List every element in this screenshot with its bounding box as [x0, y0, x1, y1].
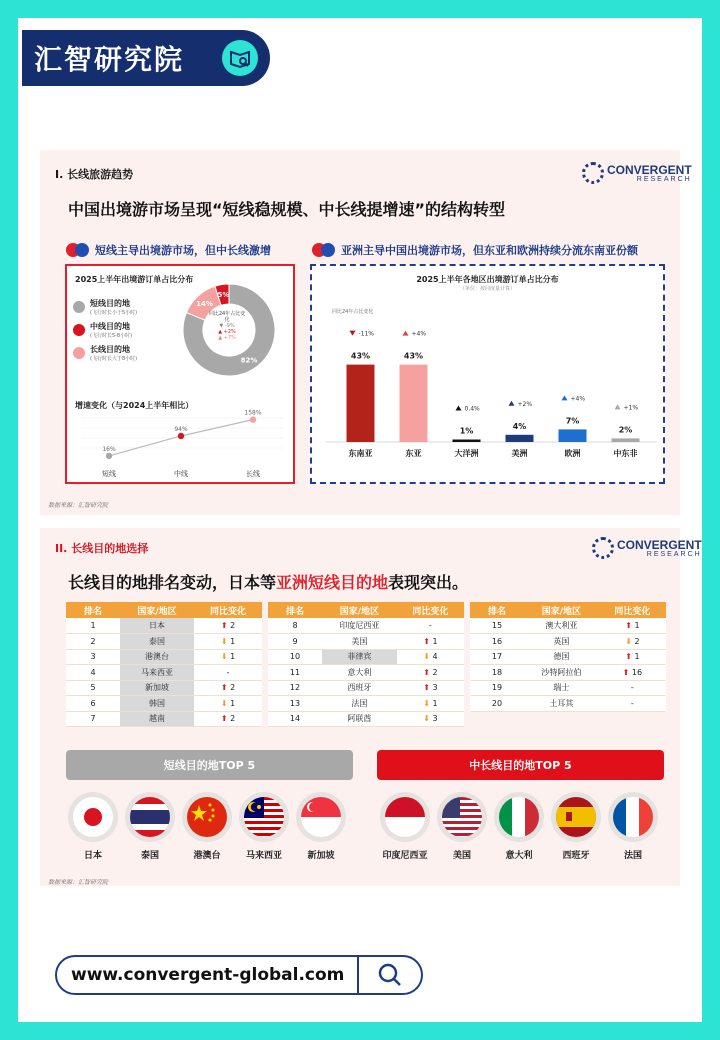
- arrow-down-icon: ⬇: [220, 652, 231, 662]
- bar-change-label: +4%: [570, 395, 586, 403]
- table-row: [470, 696, 666, 712]
- arrow-up-icon: ⬆: [423, 667, 433, 677]
- table-header: 国家/地区: [322, 602, 397, 618]
- change-cell: [194, 618, 262, 634]
- arrow-up-icon: ⬆: [423, 683, 433, 693]
- change-value: 2: [230, 621, 236, 630]
- section2-headline: [68, 570, 468, 593]
- logo-line2: RESEARCH: [636, 175, 692, 183]
- change-cell: [397, 696, 464, 712]
- table-row: [268, 680, 464, 696]
- change-cell: [397, 618, 464, 634]
- flag-spain-icon: [551, 792, 601, 842]
- growth-value-label: 94%: [174, 425, 188, 433]
- center-change-3-text: +7%: [223, 335, 236, 341]
- up-triangle-icon: [562, 395, 568, 400]
- bar-change-label: +4%: [411, 330, 427, 338]
- country-cell: 印度尼西亚: [322, 618, 397, 634]
- top5-long-3: 意大利: [505, 851, 533, 861]
- rank-cell: 13: [268, 696, 322, 712]
- bar-category-label: 东南亚: [348, 449, 373, 458]
- table-row: [66, 680, 262, 696]
- bar-chart-subtitle: （单位：按同度量计算）: [459, 286, 515, 292]
- change-cell: [599, 634, 666, 650]
- rank-cell: 17: [470, 649, 524, 665]
- source-note-2: 数据来源：汇智研究院: [48, 879, 109, 886]
- change-value: 2: [230, 683, 236, 693]
- logo-mark-icon: [582, 162, 604, 184]
- change-cell: [397, 634, 464, 650]
- table-row: [66, 711, 262, 727]
- change-value: -: [630, 683, 634, 693]
- table-row: [268, 665, 464, 681]
- country-cell: 瑞士: [524, 680, 599, 696]
- section1-label: I. 长线旅游趋势: [55, 168, 134, 181]
- bar-change-note: 同比24年占比变化: [332, 309, 374, 315]
- top5-long-2: 美国: [452, 851, 471, 861]
- top5-short-5: 新加坡: [307, 851, 335, 861]
- website-url[interactable]: www.convergent-global.com: [71, 965, 345, 985]
- change-value: 2: [634, 636, 640, 646]
- up-triangle-icon: [403, 331, 409, 336]
- top5-short-banner: 短线目的地TOP 5: [66, 750, 353, 780]
- country-cell: 阿联酋: [322, 711, 397, 727]
- change-cell: [397, 711, 464, 727]
- logo-line2: RESEARCH: [646, 550, 702, 558]
- bar-chart-title: 2025上半年各地区出境游订单占比分布: [416, 275, 559, 284]
- legend-mid: [73, 323, 132, 339]
- right-subtitle: [312, 242, 638, 258]
- bar-value-label: 43%: [350, 351, 371, 361]
- bar: [347, 365, 375, 442]
- center-change-2-text: +2%: [223, 329, 236, 335]
- top5-long-banner: 中长线目的地TOP 5: [377, 750, 664, 780]
- arrow-up-icon: ⬆: [423, 636, 433, 646]
- source-note-1: 数据来源：汇智研究院: [48, 502, 109, 509]
- table-row: [66, 618, 262, 634]
- down-triangle-icon: [350, 331, 356, 336]
- country-cell: 韩国: [120, 696, 194, 712]
- flag-singapore-icon: [296, 792, 346, 842]
- country-cell: 沙特阿拉伯: [524, 665, 599, 681]
- search-button[interactable]: [357, 957, 421, 993]
- country-cell: 英国: [524, 634, 599, 650]
- change-cell: [194, 634, 262, 650]
- left-subtitle-text: 短线主导出境游市场，但中长线激增: [95, 244, 271, 257]
- country-cell: 越南: [120, 711, 194, 727]
- flag-italy-icon: [494, 792, 544, 842]
- ranking-table-2: [268, 602, 464, 727]
- rank-cell: 18: [470, 665, 524, 681]
- top5-short-4: 马来西亚: [245, 851, 282, 861]
- flag-japan-icon: [68, 792, 118, 842]
- donut-slice-label: 14%: [196, 300, 213, 309]
- growth-chart: [73, 408, 289, 480]
- legend-long-desc: (飞行时长大于8小时): [90, 355, 138, 362]
- rank-cell: 1: [66, 618, 120, 634]
- change-cell: [397, 649, 464, 665]
- bar: [506, 435, 534, 442]
- arrow-down-icon: ⬇: [423, 714, 433, 724]
- arrow-down-icon: ⬇: [423, 698, 433, 708]
- growth-point: [178, 433, 184, 439]
- rank-cell: 20: [470, 696, 524, 712]
- bar-value-label: 43%: [403, 351, 424, 361]
- table-row: [470, 680, 666, 696]
- flag-usa-icon: [437, 792, 487, 842]
- headline-pre: 长线目的地排名变动，日本等: [68, 573, 277, 592]
- growth-point: [250, 416, 256, 422]
- change-value: 1: [230, 652, 236, 662]
- legend-swatch: [73, 301, 85, 313]
- bar-change-label: -11%: [358, 330, 375, 338]
- table-header: 排名: [470, 602, 524, 618]
- country-cell: 澳大利亚: [524, 618, 599, 634]
- legend-long: [73, 346, 137, 362]
- change-value: 3: [432, 714, 438, 724]
- change-value: -: [428, 621, 432, 630]
- bar-category-label: 中东非: [613, 449, 638, 458]
- growth-title: 增速变化（与2024上半年相比）: [75, 401, 194, 410]
- table-row: [66, 649, 262, 665]
- convergent-logo: [582, 162, 692, 184]
- donut-center: [207, 311, 247, 341]
- table-row: [268, 696, 464, 712]
- dots-icon: [312, 243, 335, 257]
- rank-cell: 4: [66, 665, 120, 681]
- left-subtitle: [66, 242, 271, 258]
- change-value: 3: [432, 683, 438, 693]
- table-row: [470, 618, 666, 634]
- bar-category-label: 东亚: [405, 449, 422, 458]
- arrow-down-icon: ⬇: [423, 652, 433, 662]
- arrow-down-icon: ⬇: [220, 636, 231, 646]
- change-value: 1: [230, 698, 236, 708]
- arrow-up-icon: ⬆: [625, 621, 635, 630]
- table-header: 同比变化: [194, 602, 262, 618]
- center-change-3: ▲ +7%: [218, 335, 236, 341]
- change-value: 16: [631, 667, 643, 677]
- logo-line1: CONVERGENT: [617, 537, 702, 552]
- country-cell: 新加坡: [120, 680, 194, 696]
- up-triangle-icon: [456, 406, 462, 411]
- table-row: [66, 696, 262, 712]
- legend-swatch: [73, 347, 85, 359]
- arrow-down-icon: ⬇: [625, 636, 635, 646]
- bar: [453, 440, 481, 443]
- top5-short-1: 日本: [83, 851, 102, 861]
- donut-panel: [65, 264, 295, 484]
- rank-cell: 14: [268, 711, 322, 727]
- top5-short-2: 泰国: [140, 851, 159, 861]
- up-triangle-icon: [509, 401, 515, 406]
- bar: [612, 438, 640, 442]
- change-cell: [599, 665, 666, 681]
- arrow-up-icon: ⬆: [220, 683, 231, 693]
- rank-cell: 19: [470, 680, 524, 696]
- table-header: 同比变化: [599, 602, 666, 618]
- flag-china-icon: [182, 792, 232, 842]
- section2-label: II. 长线目的地选择: [55, 542, 149, 555]
- rank-cell: 2: [66, 634, 120, 650]
- change-value: 2: [230, 714, 236, 724]
- bar-value-label: 2%: [618, 425, 633, 435]
- change-value: 1: [230, 636, 236, 646]
- section1-headline: 中国出境游市场呈现“短线稳规模、中长线提增速”的结构转型: [68, 200, 506, 219]
- change-cell: [397, 680, 464, 696]
- country-cell: 泰国: [120, 634, 194, 650]
- table-header: 排名: [268, 602, 322, 618]
- change-cell: [194, 696, 262, 712]
- rank-cell: 6: [66, 696, 120, 712]
- change-value: 1: [634, 621, 640, 630]
- bar-category-label: 欧洲: [564, 449, 581, 458]
- search-icon: [377, 962, 403, 988]
- donut-title: 2025上半年出境游订单占比分布: [75, 275, 194, 284]
- legend-swatch: [73, 324, 85, 336]
- table-header: 排名: [66, 602, 120, 618]
- change-cell: [599, 696, 666, 712]
- flag-indonesia-icon: [380, 792, 430, 842]
- legend-short-desc: (飞行时长小于5小时): [90, 309, 138, 316]
- table-row: [470, 634, 666, 650]
- rank-cell: 3: [66, 649, 120, 665]
- change-cell: [194, 680, 262, 696]
- table-row: [470, 649, 666, 665]
- donut-center-note: 同比24年占比变化: [208, 311, 246, 323]
- table-row: [268, 618, 464, 634]
- change-cell: [194, 665, 262, 681]
- change-cell: [194, 711, 262, 727]
- table-row: [268, 649, 464, 665]
- change-cell: [599, 618, 666, 634]
- table-row: [268, 634, 464, 650]
- change-cell: [397, 665, 464, 681]
- bar-category-label: 大洋洲: [454, 449, 479, 458]
- top5-long-1: 印度尼西亚: [382, 851, 428, 861]
- url-search-bar[interactable]: [55, 955, 423, 995]
- top5-long-5: 法国: [623, 851, 642, 861]
- region-bar-chart: [312, 310, 663, 482]
- ranking-table-1: [66, 602, 262, 727]
- country-cell: 菲律宾: [322, 649, 397, 665]
- donut-slice-label: 82%: [240, 356, 258, 365]
- rank-cell: 9: [268, 634, 322, 650]
- dots-icon: [66, 243, 89, 257]
- bar-value-label: 1%: [459, 426, 474, 436]
- table-row: [470, 665, 666, 681]
- rank-cell: 15: [470, 618, 524, 634]
- table-header: 国家/地区: [524, 602, 599, 618]
- rank-cell: 5: [66, 680, 120, 696]
- rank-cell: 10: [268, 649, 322, 665]
- right-subtitle-text: 亚洲主导中国出境游市场，但东亚和欧洲持续分流东南亚份额: [341, 244, 638, 257]
- center-change-1-text: -9%: [224, 323, 235, 329]
- arrow-up-icon: ⬆: [625, 652, 635, 662]
- headline-emphasis: 亚洲短线目的地: [276, 573, 389, 592]
- logo-mark-icon: [592, 537, 614, 559]
- growth-category-label: 长线: [246, 470, 260, 478]
- legend-short-name: 短线目的地: [90, 299, 130, 308]
- bar: [559, 429, 587, 442]
- table-row: [66, 665, 262, 681]
- bar-change-label: +2%: [517, 400, 533, 408]
- change-value: -: [226, 667, 230, 677]
- country-cell: 日本: [120, 618, 194, 634]
- convergent-logo-2: [592, 537, 702, 559]
- arrow-up-icon: ⬆: [220, 621, 231, 630]
- growth-point: [106, 453, 112, 459]
- arrow-down-icon: ⬇: [220, 698, 231, 708]
- country-cell: 美国: [322, 634, 397, 650]
- center-change-2: ▲ +2%: [218, 329, 236, 335]
- bar-change-label: +1%: [623, 404, 639, 412]
- headline-post: 表现突出。: [388, 573, 469, 592]
- rank-cell: 12: [268, 680, 322, 696]
- top5-short-3: 港澳台: [193, 851, 221, 861]
- growth-value-label: 16%: [102, 445, 116, 453]
- rank-cell: 11: [268, 665, 322, 681]
- country-cell: 港澳台: [120, 649, 194, 665]
- change-value: 1: [432, 636, 438, 646]
- change-value: -: [630, 698, 634, 708]
- bar-value-label: 7%: [565, 416, 580, 426]
- country-cell: 土耳其: [524, 696, 599, 712]
- change-cell: [599, 649, 666, 665]
- bar-category-label: 美洲: [511, 449, 528, 458]
- flag-france-icon: [608, 792, 658, 842]
- table-row: [268, 711, 464, 727]
- rank-cell: 7: [66, 711, 120, 727]
- table-row: [66, 634, 262, 650]
- table-header: 国家/地区: [120, 602, 194, 618]
- ranking-table-3: [470, 602, 666, 712]
- growth-category-label: 中线: [174, 470, 188, 478]
- brand-banner: [22, 30, 270, 86]
- country-cell: 马来西亚: [120, 665, 194, 681]
- arrow-up-icon: ⬆: [220, 714, 231, 724]
- table-header: 同比变化: [397, 602, 464, 618]
- rank-cell: 8: [268, 618, 322, 634]
- country-cell: 西班牙: [322, 680, 397, 696]
- change-value: 2: [432, 667, 438, 677]
- change-value: 4: [432, 652, 438, 662]
- country-cell: 法国: [322, 696, 397, 712]
- bar-value-label: 4%: [512, 421, 527, 431]
- growth-value-label: 158%: [244, 409, 262, 417]
- logo-line1: CONVERGENT: [607, 162, 692, 177]
- country-cell: 德国: [524, 649, 599, 665]
- center-change-1: ▼ -9%: [219, 323, 235, 329]
- bar-change-label: 0.4%: [464, 405, 480, 413]
- book-search-icon: [222, 40, 258, 76]
- up-triangle-icon: [615, 404, 621, 409]
- change-value: 1: [432, 698, 438, 708]
- legend-short: [73, 300, 137, 316]
- brand-name: 汇智研究院: [34, 43, 185, 76]
- change-value: 1: [634, 652, 640, 662]
- region-panel: [310, 264, 665, 484]
- growth-category-label: 短线: [102, 470, 116, 478]
- flag-thailand-icon: [125, 792, 175, 842]
- change-cell: [599, 680, 666, 696]
- country-cell: 意大利: [322, 665, 397, 681]
- change-cell: [194, 649, 262, 665]
- legend-mid-desc: (飞行时长5-8小时): [90, 332, 133, 339]
- top5-long-4: 西班牙: [562, 851, 590, 861]
- legend-mid-name: 中线目的地: [90, 322, 130, 331]
- arrow-up-icon: ⬆: [622, 667, 632, 677]
- rank-cell: 16: [470, 634, 524, 650]
- bar: [400, 365, 428, 442]
- donut-slice-label: 5%: [217, 290, 230, 299]
- legend-long-name: 长线目的地: [90, 345, 130, 354]
- flag-malaysia-icon: [239, 792, 289, 842]
